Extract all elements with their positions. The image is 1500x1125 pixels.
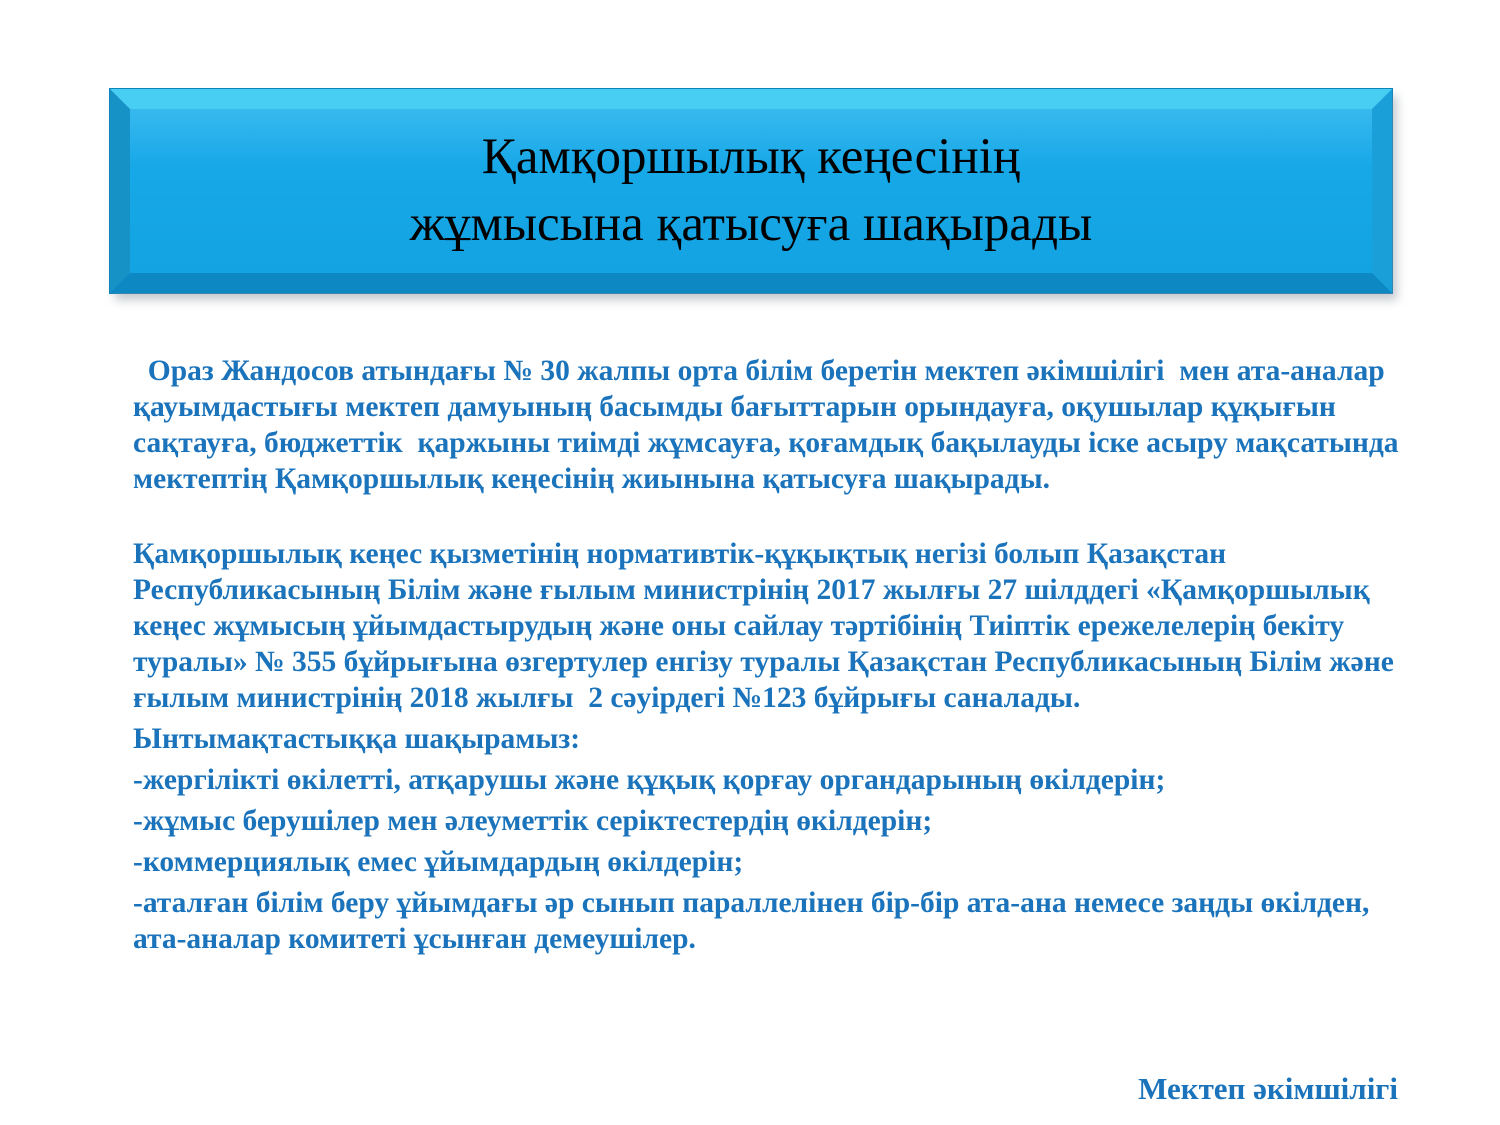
list-item-noncommercial-orgs: -коммерциялық емес ұйымдардың өкілдерін;: [133, 846, 744, 878]
body-text-block: [133, 353, 1406, 962]
paragraph-legal-basis: Қамқоршылық кеңес қызметінің нормативтік-құқықтық негізі болып Қазақстан Республикасының Білім және ғылым министрінің 2017 жылғы 27 шілддегі «Қамқоршылық кеңес жұмысың ұйымдастырудың және оны сайлау тәртібінің Тиіптік ережелелерің бекіту туралы» № 355 бұйрығына өзгертулер енгізу туралы Қазақстан Республикасының Білім және ғылым министрінің 2018 жылғы 2 сәуірдегі №123 бұйрығы саналады.: [133, 538, 1402, 714]
paragraph-cooperation-heading: Ынтымақтастыққа шақырамыз:: [133, 723, 581, 755]
list-item-parents-sponsors: -аталған білім беру ұйымдағы әр сынып параллелінен бір-бір ата-ана немесе заңды өкілден, ата-аналар комитеті ұсынған демеушілер.: [133, 887, 1377, 955]
signature-school-administration: Мектеп әкімшілігі: [1138, 1071, 1398, 1106]
list-item-employers-partners: -жұмыс берушілер мен әлеуметтік серіктестердің өкілдерін;: [133, 805, 933, 837]
paragraph-invitation: Ораз Жандосов атындағы № 30 жалпы орта білім беретін мектеп әкімшілігі мен ата-аналар қауымдастығы мектеп дамуының басымды бағыттарын орындауға, оқушылар құқығын сақтауға, бюджеттік қаржыны тиімді жұмсауға, қоғамдық бақылауды іске асыру мақсатында мектептің Қамқоршылық кеңесінің жиынына қатысуға шақырады.: [133, 355, 1406, 495]
list-item-local-authorities: -жергілікті өкілетті, атқарушы және құқық қорғау органдарының өкілдерін;: [133, 764, 1166, 796]
title-banner: [110, 89, 1392, 293]
slide-title-line-2: жұмысына қатысуға шақырады: [409, 196, 1093, 252]
slide-title-line-1: Қамқоршылық кеңесінің: [481, 129, 1021, 185]
